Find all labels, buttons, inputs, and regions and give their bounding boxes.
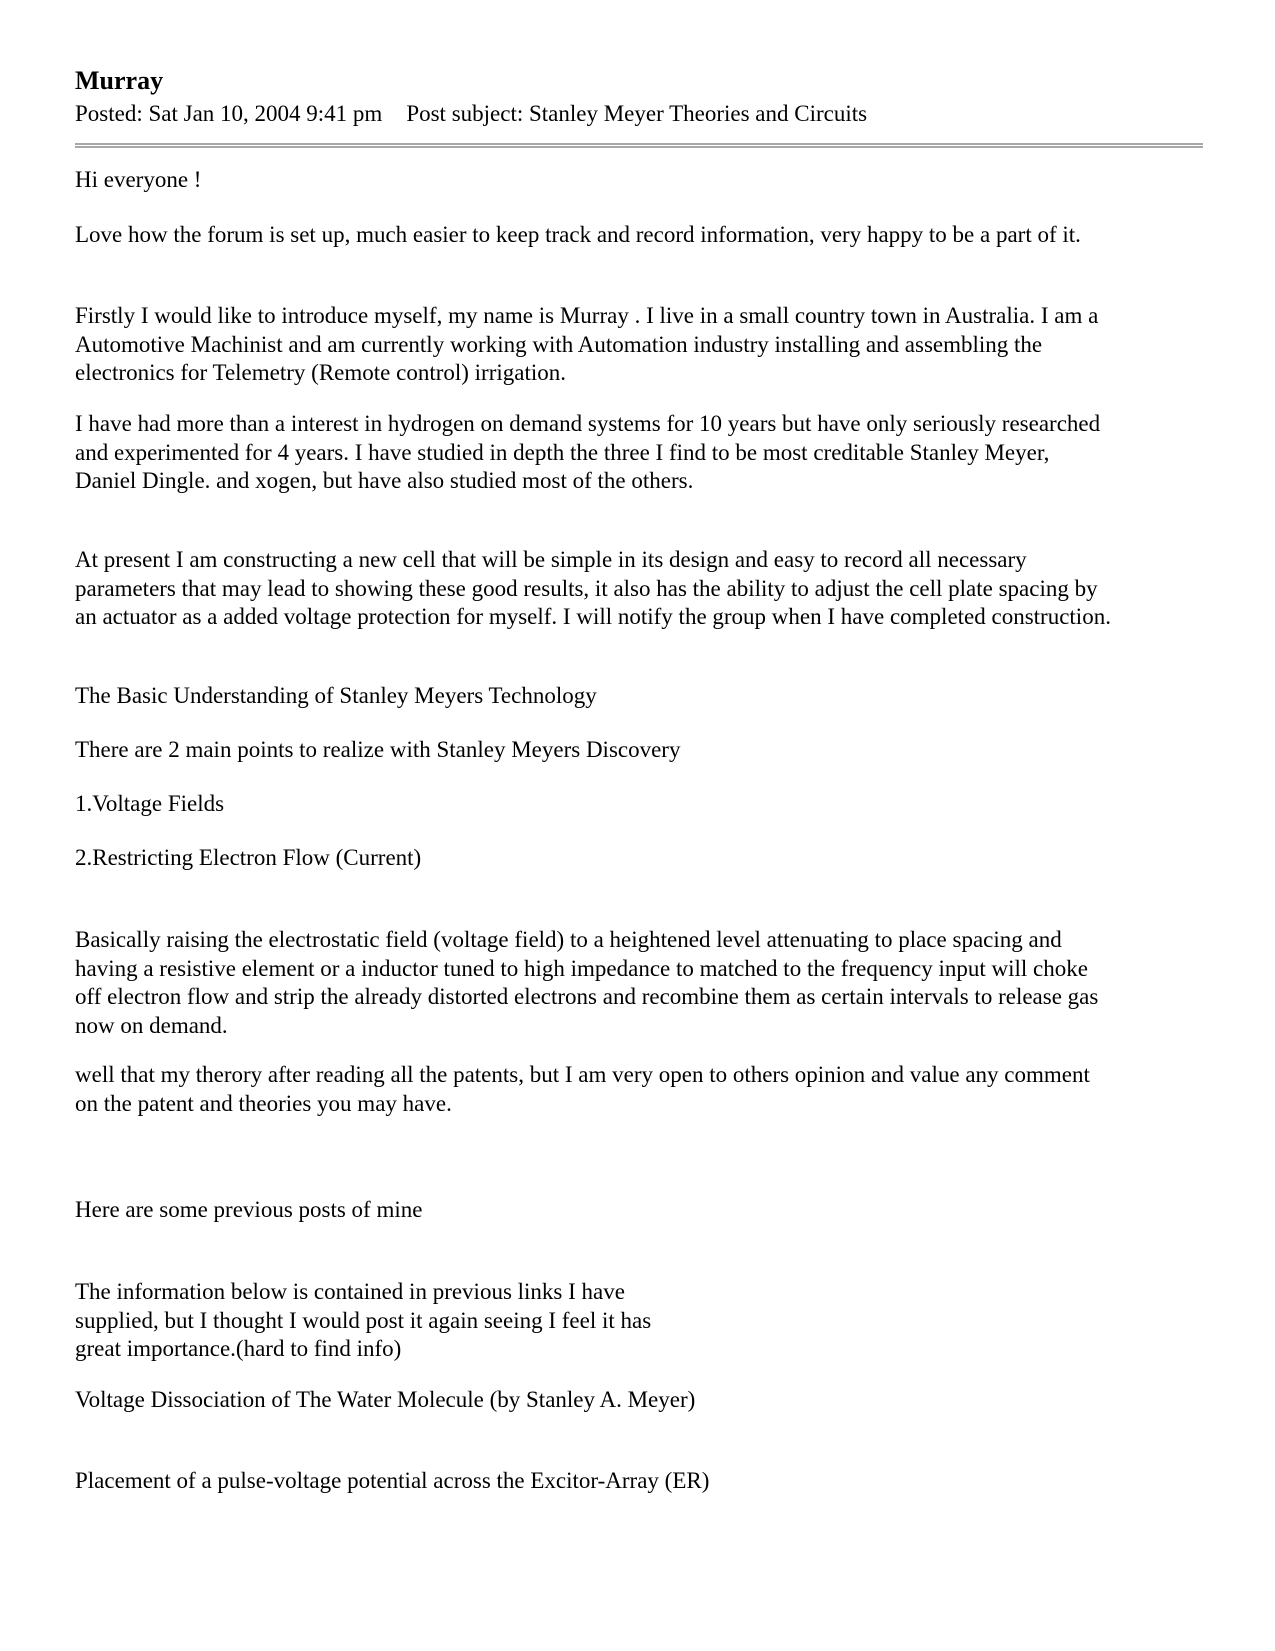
basically-paragraph — [75, 926, 1098, 1040]
voltage-dissociation-title: Voltage Dissociation of The Water Molecule (by Stanley A. Meyer) — [75, 1387, 696, 1412]
paragraph-line: I have had more than a interest in hydrogen on demand systems for 10 years but have only seriously researched — [75, 411, 1101, 436]
previous-posts-text: Here are some previous posts of mine — [75, 1197, 423, 1222]
greeting-text: Hi everyone ! — [75, 167, 202, 192]
post-meta — [75, 100, 867, 128]
paragraph-line: Daniel Dingle. and xogen, but have also studied most of the others. — [75, 468, 694, 493]
forum-praise-text: Love how the forum is set up, much easier to keep track and record information, very happy to be a part of it. — [75, 222, 1081, 247]
paragraph-line: well that my therory after reading all the patents, but I am very open to others opinion and value any comment — [75, 1062, 1090, 1087]
basic-understanding-heading: The Basic Understanding of Stanley Meyers Technology — [75, 683, 597, 708]
paragraph-line: supplied, but I thought I would post it again seeing I feel it has — [75, 1307, 652, 1333]
paragraph-line: an actuator as a added voltage protection for myself. I will notify the group when I have completed construction. — [75, 604, 1111, 629]
paragraph-line: Firstly I would like to introduce myself, my name is Murray . I live in a small country town in Australia. I am a — [75, 303, 1099, 328]
paragraph-line: now on demand. — [75, 1012, 228, 1038]
paragraph-line: parameters that may lead to showing these good results, it also has the ability to adjust the cell plate spacing by — [75, 575, 1098, 601]
present-paragraph — [75, 546, 1111, 632]
post-author: Murray — [75, 66, 164, 95]
main-points-text: There are 2 main points to realize with Stanley Meyers Discovery — [75, 737, 681, 762]
paragraph-line: electronics for Telemetry (Remote control) irrigation. — [75, 360, 567, 385]
info-below-paragraph — [75, 1278, 651, 1364]
paragraph-line: on the patent and theories you may have. — [75, 1090, 452, 1116]
interest-paragraph — [75, 410, 1100, 496]
header-divider — [75, 143, 1203, 148]
paragraph-line: The information below is contained in previous links I have — [75, 1279, 625, 1304]
paragraph-line: Automotive Machinist and am currently working with Automation industry installing and assembling the — [75, 331, 1043, 357]
paragraph-line: At present I am constructing a new cell that will be simple in its design and easy to record all necessary — [75, 547, 1027, 572]
theory-paragraph — [75, 1061, 1090, 1118]
paragraph-line: great importance.(hard to find info) — [75, 1336, 402, 1361]
placement-text: Placement of a pulse-voltage potential across the Excitor-Array (ER) — [75, 1468, 710, 1493]
paragraph-line: Basically raising the electrostatic field (voltage field) to a heightened level attenuating to place spacing and — [75, 927, 1062, 952]
point-one: 1.Voltage Fields — [75, 791, 225, 816]
point-two: 2.Restricting Electron Flow (Current) — [75, 845, 422, 870]
post-subject: Post subject: Stanley Meyer Theories and Circuits — [406, 101, 868, 126]
paragraph-line: off electron flow and strip the already distorted electrons and recombine them as certain intervals to release gas — [75, 984, 1099, 1009]
paragraph-line: and experimented for 4 years. I have studied in depth the three I find to be most creditable Stanley Meyer, — [75, 439, 1050, 465]
post-date: Posted: Sat Jan 10, 2004 9:41 pm — [75, 101, 383, 126]
intro-paragraph — [75, 302, 1098, 388]
paragraph-line: having a resistive element or a inductor tuned to high impedance to matched to the frequency input will choke — [75, 955, 1088, 981]
